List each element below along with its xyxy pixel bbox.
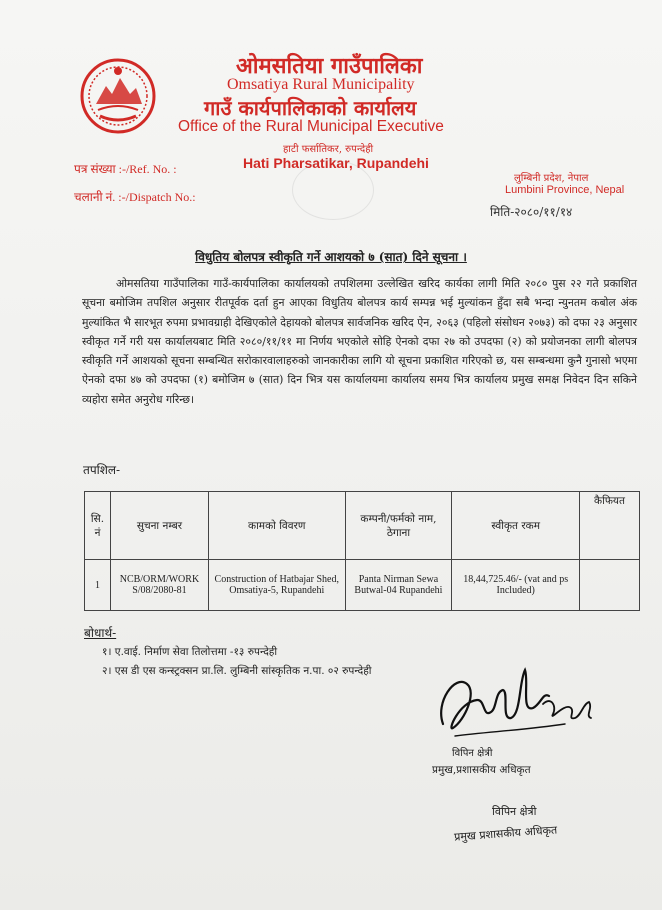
tender-table [84, 491, 640, 611]
reference-number-label: पत्र संख्या :-/Ref. No. : [74, 162, 177, 176]
table-row [85, 560, 640, 611]
table-cell: NCB/ORM/WORK S/08/2080-81 [110, 560, 208, 611]
table-header-cell: सुचना नम्बर [110, 492, 208, 560]
dispatch-number-label: चलानी नं. :-/Dispatch No.: [74, 190, 196, 204]
table-header-cell: कैफियत [580, 492, 640, 560]
municipality-name-en: Omsatiya Rural Municipality [227, 76, 415, 93]
table-header-cell: कम्पनी/फर्मको नाम, ठेगाना [345, 492, 452, 560]
table-header-cell: कामको विवरण [208, 492, 345, 560]
address-np: हाटी फर्सातिकर, रुपन्देही [283, 144, 374, 155]
table-cell: Construction of Hatbajar Shed, Omsatiya-5, Rupandehi [208, 560, 345, 611]
province-np: लुम्बिनी प्रदेश, नेपाल [514, 173, 589, 184]
table-cell: Panta Nirman Sewa Butwal-04 Rupandehi [345, 560, 452, 611]
table-header-cell: स्वीकृत रकम [452, 492, 580, 560]
cc-label: बोधार्थ- [84, 626, 117, 640]
address-en: Hati Pharsatikar, Rupandehi [243, 155, 429, 171]
handwritten-signature-icon [425, 662, 600, 752]
cc-item: २। एस डी एस कन्स्ट्रक्सन प्रा.लि. लुम्बिनी सांस्कृतिक न.पा. ०२ रुपन्देही [102, 665, 372, 677]
details-label: तपशिल- [83, 463, 121, 477]
table-cell: 18,44,725.46/- (vat and ps Included) [452, 560, 580, 611]
notice-subject [0, 248, 662, 265]
municipality-emblem-icon [78, 56, 158, 136]
office-name-en: Office of the Rural Municipal Executive [178, 118, 444, 135]
seal-title: प्रमुख प्रशासकीय अधिकृत [453, 823, 558, 844]
cc-item: १। ए.वाई. निर्माण सेवा तिलोत्तमा -१३ रुपन्देही [102, 646, 278, 658]
table-header-row [85, 492, 640, 560]
table-cell [580, 560, 640, 611]
notice-subject-text: विधुतिय बोलपत्र स्वीकृति गर्ने आशयको ७ (सात) दिने सूचना । [195, 250, 467, 264]
province-en: Lumbini Province, Nepal [505, 184, 625, 196]
office-name-np: गाउँ कार्यपालिकाको कार्यालय [204, 96, 417, 120]
table-header-cell: सि. नं [85, 492, 111, 560]
municipality-name-np: ओमसतिया गाउँपालिका [236, 53, 423, 79]
notice-body: ओमसतिया गाउँपालिका गाउँ-कार्यपालिका कार्यालयको तपशिलमा उल्लेखित खरिद कार्यका लागी मिति २०८० पुस २२ गते प्रकाशित सूचना बमोजिम तपशिल अनुसार रीतपूर्वक दर्ता हुन आएका विधुतिय बोलपत्र कार्य सम्पन्न भई मुल्यांकन हुँदा सबै भन्दा न्युनतम कबोल अंक मुल्यांकित भै सारभूत रुपमा प्रभावग्राही देखिएकोले देहायको बोलपत्र सार्वजनिक खरिद ऐन, २०६३ (पहिलो संसोधन २०७३) को दफा २३ अनुसार स्वीकृत गर्ने गरी यस कार्यालयबाट मिति २०८०/११/११ मा निर्णय भएकोले सोहि ऐनको दफा २७ को उपदफा (२) को प्रयोजनका लागी बोलपत्र स्वीकृति गर्ने आशयको सूचना सम्बन्धित सरोकारवालाहरुको जानकारीका लागि यो सूचना प्रकाशित गरिएको छ, यस सम्बन्धमा कुनै गुनासो भएमा ऐनको दफा ४७ को उपदफा (१) बमोजिम ७ (सात) दिन भित्र यस कार्यालयमा कार्यालय समय भित्र कार्यालय प्रमुख समक्ष निवेदन दिन सकिने व्यहोरा समेत अनुरोध गरिन्छ। [82, 277, 637, 406]
signatory-name: विपिन क्षेत्री [452, 748, 493, 759]
table-cell: 1 [85, 560, 111, 611]
notice-date: मिति-२०८०/११/१४ [490, 205, 573, 219]
signatory-title: प्रमुख,प्रशासकीय अधिकृत [432, 764, 531, 776]
seal-name: विपिन क्षेत्री [492, 805, 537, 818]
office-stamp-icon [292, 160, 374, 220]
